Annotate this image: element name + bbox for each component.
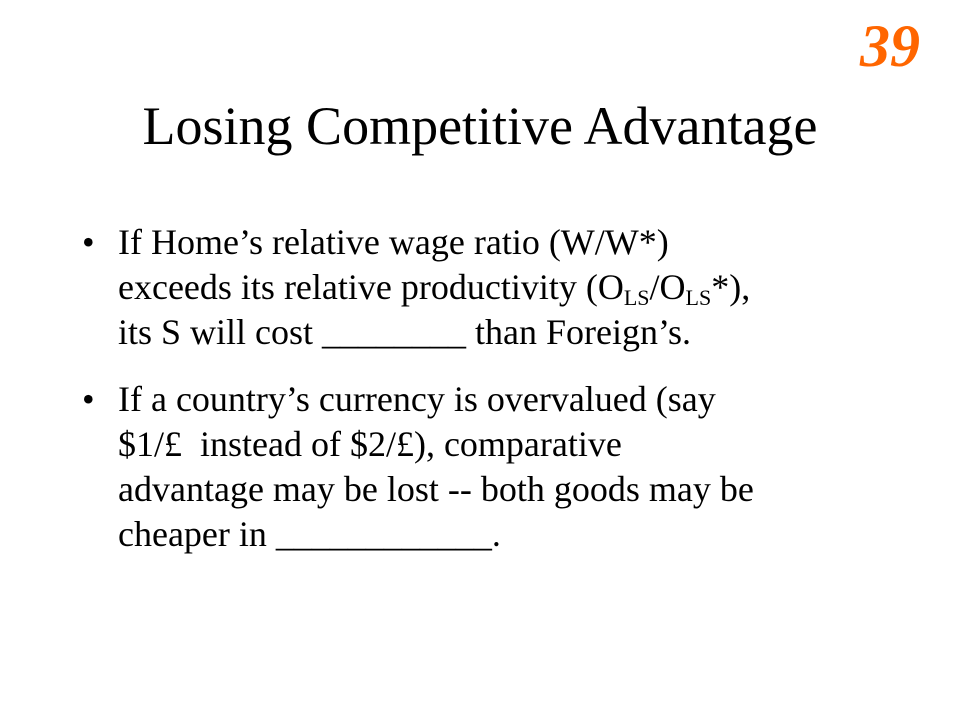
bullet-text-line: If a country’s currency is overvalued (say: [118, 379, 716, 419]
bullet-list: [78, 220, 898, 557]
bullet-item-wage-ratio: [78, 220, 898, 355]
subscript-ls: LS: [623, 285, 650, 310]
slide-number: 39: [860, 13, 920, 79]
bullet-text-line: If Home’s relative wage ratio (W/W*): [118, 222, 669, 262]
subscript-ls: LS: [685, 285, 712, 310]
bullet-text-line: cheaper in ____________.: [118, 514, 501, 554]
bullet-item-currency: [78, 377, 898, 557]
bullet-dot-icon: •: [82, 222, 95, 262]
text-fragment: *),: [711, 267, 751, 307]
bullet-text-line: its S will cost ________ than Foreign’s.: [118, 312, 692, 352]
bullet-text-line: advantage may be lost -- both goods may be: [118, 469, 754, 509]
bullet-dot-icon: •: [82, 379, 95, 419]
text-fragment: /O: [649, 267, 686, 307]
text-fragment: exceeds its relative productivity (O: [118, 267, 624, 307]
bullet-text-line: $1/£ instead of $2/£), comparative: [118, 424, 622, 464]
bullet-text-line: [118, 267, 751, 310]
slide-title: Losing Competitive Advantage: [142, 96, 818, 156]
